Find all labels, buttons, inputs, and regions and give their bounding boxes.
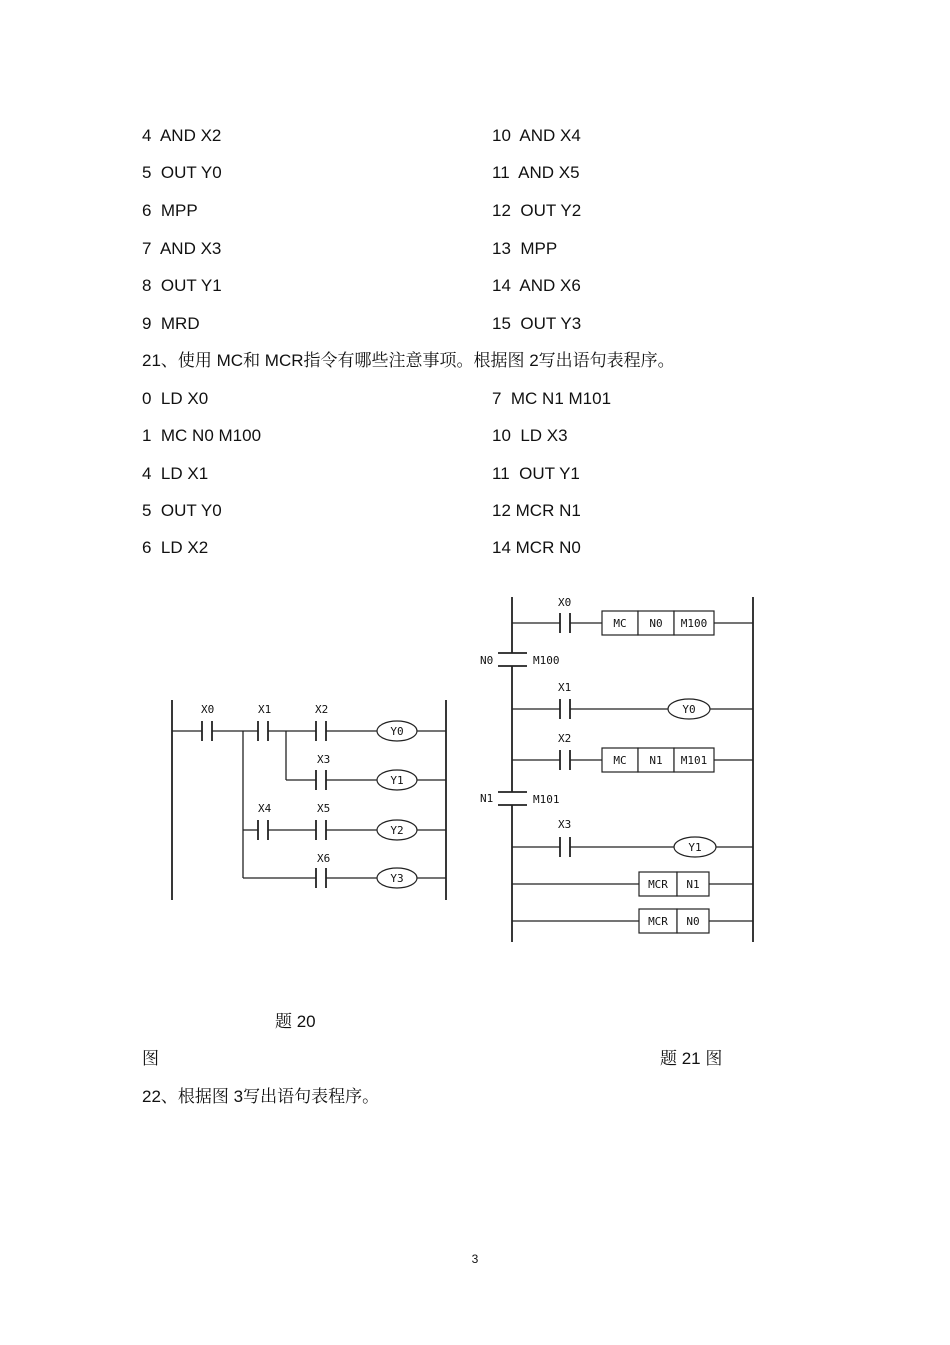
stmt-line: 10 LD X3	[492, 426, 568, 445]
instruction-label: N0	[686, 915, 700, 928]
coil-label: Y3	[390, 872, 404, 885]
stmt-line: 14 MCR N0	[492, 538, 581, 557]
instruction-label: MC	[613, 617, 627, 630]
coil-label: Y1	[390, 774, 404, 787]
stmt-line: 6 LD X2	[142, 538, 209, 557]
nest-label: N0	[480, 654, 494, 667]
figure-caption-20-tail: 图	[142, 1049, 159, 1068]
stmt-line: 5 OUT Y0	[142, 501, 222, 520]
stmt-line: 10 AND X4	[492, 126, 581, 145]
coil-label: Y0	[390, 725, 404, 738]
stmt-line: 11 OUT Y1	[492, 464, 580, 483]
stmt-line: 4 AND X2	[142, 126, 222, 145]
stmt-line: 13 MPP	[492, 239, 558, 258]
contact-label: X3	[317, 753, 331, 766]
contact-label: X1	[558, 681, 572, 694]
stmt-line: 0 LD X0	[142, 389, 209, 408]
instruction-label: MC	[613, 754, 627, 767]
stmt-line: 8 OUT Y1	[142, 276, 222, 295]
contact-label: X0	[201, 703, 215, 716]
stmt-line: 12 MCR N1	[492, 501, 581, 520]
stmt-line: 1 MC N0 M100	[142, 426, 262, 445]
stmt-line: 9 MRD	[142, 314, 200, 333]
stmt-line: 4 LD X1	[142, 464, 209, 483]
nest-label: M101	[533, 793, 560, 806]
coil-label: Y1	[688, 841, 702, 854]
contact-label: X3	[558, 818, 572, 831]
ladder-diagram-fig20	[160, 690, 460, 910]
instruction-label: MCR	[648, 915, 668, 928]
contact-label: X4	[258, 802, 272, 815]
contact-label: X2	[315, 703, 329, 716]
instruction-label: M100	[680, 617, 708, 630]
figure-caption-21: 题 21 图	[660, 1049, 723, 1068]
instruction-label: N1	[686, 878, 700, 891]
contact-label: X6	[317, 852, 331, 865]
question-22: 22、根据图 3写出语句表程序。	[142, 1087, 380, 1106]
stmt-line: 12 OUT Y2	[492, 201, 582, 220]
instruction-label: N1	[649, 754, 663, 767]
page-number: 3	[471, 1252, 479, 1266]
instruction-label: N0	[649, 617, 663, 630]
stmt-line: 7 MC N1 M101	[492, 389, 612, 408]
coil-label: Y0	[682, 703, 696, 716]
nest-label: M100	[533, 654, 560, 667]
stmt-line: 5 OUT Y0	[142, 163, 222, 182]
stmt-line: 15 OUT Y3	[492, 314, 582, 333]
stmt-line: 6 MPP	[142, 201, 198, 220]
contact-label: X1	[258, 703, 272, 716]
question-21: 21、使用 MC和 MCR指令有哪些注意事项。根据图 2写出语句表程序。	[142, 351, 675, 370]
ladder-diagram-fig21	[470, 585, 770, 950]
coil-label: Y2	[390, 824, 404, 837]
instruction-label: MCR	[648, 878, 668, 891]
figure-caption-20: 题 20	[275, 1012, 316, 1031]
stmt-line: 7 AND X3	[142, 239, 222, 258]
instruction-label: M101	[680, 754, 708, 767]
stmt-line: 14 AND X6	[492, 276, 581, 295]
contact-label: X0	[558, 596, 572, 609]
nest-label: N1	[480, 792, 494, 805]
stmt-line: 11 AND X5	[492, 163, 580, 182]
contact-label: X2	[558, 732, 572, 745]
contact-label: X5	[317, 802, 331, 815]
